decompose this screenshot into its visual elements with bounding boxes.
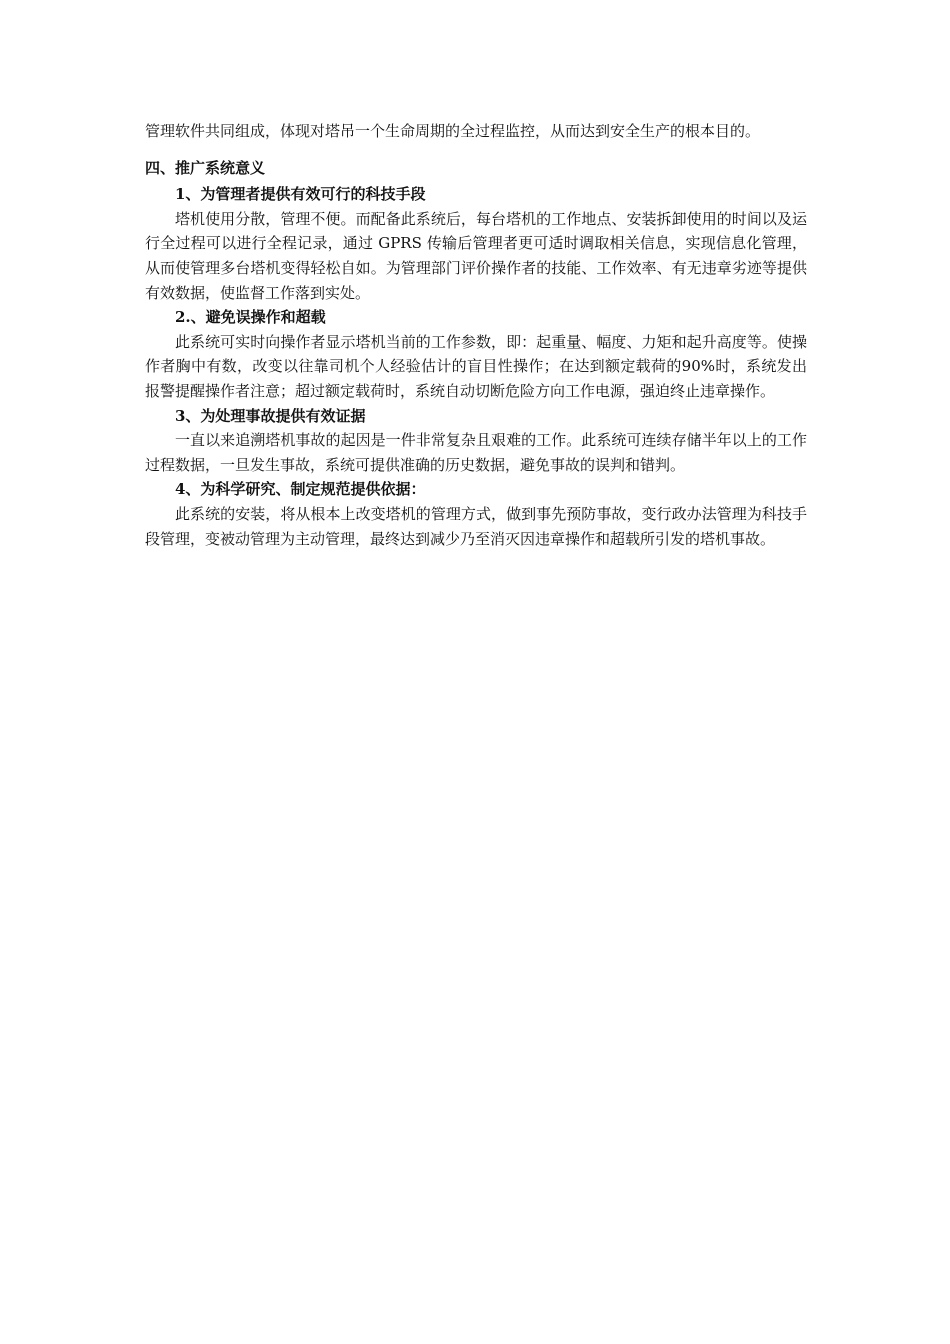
section-title: 四、推广系统意义 — [145, 158, 266, 177]
item-4-body: 此系统的安装，将从根本上改变塔机的管理方式，做到事先预防事故，变行政办法管理为科技手段管理，变被动管理为主动管理，最终达到减少乃至消灭因违章操作和超载所引发的塔机事故。 — [145, 504, 807, 548]
item-2-heading: 2.、避免误操作和超载 — [175, 308, 326, 327]
item-2-body: 此系统可实时向操作者显示塔机当前的工作参数，即：起重量、幅度、力矩和起升高度等。使操作者胸中有数，改变以往靠司机个人经验估计的盲目性操作；在达到额定载荷的90%时，系统发出报警提醒操作者注意；超过额定载荷时，系统自动切断危险方向工作电源，强迫终止违章操作。 — [145, 332, 807, 400]
item-1-heading: 1、为管理者提供有效可行的科技手段 — [175, 185, 426, 204]
item-3-body: 一直以来追溯塔机事故的起因是一件非常复杂且艰难的工作。此系统可连续存储半年以上的工作过程数据，一旦发生事故，系统可提供准确的历史数据，避免事故的误判和错判。 — [145, 431, 807, 474]
item-3-heading: 3、为处理事故提供有效证据 — [175, 406, 366, 425]
document-page — [145, 119, 807, 551]
item-4-heading: 4、为科学研究、制定规范提供依据： — [175, 480, 426, 499]
intro-paragraph: 管理软件共同组成，体现对塔吊一个生命周期的全过程监控，从而达到安全生产的根本目的。 — [145, 122, 761, 140]
item-1-body: 塔机使用分散，管理不便。而配备此系统后，每台塔机的工作地点、安装拆卸使用的时间以及运行全过程可以进行全程记录，通过 GPRS 传输后管理者更可适时调取相关信息，实现信息化管理，从而使管理多台塔机变得轻松自如。为管理部门评价操作者的技能、工作效率、有无违章劣迹等提供有效数据，使监督工作落到实处。 — [145, 209, 807, 302]
